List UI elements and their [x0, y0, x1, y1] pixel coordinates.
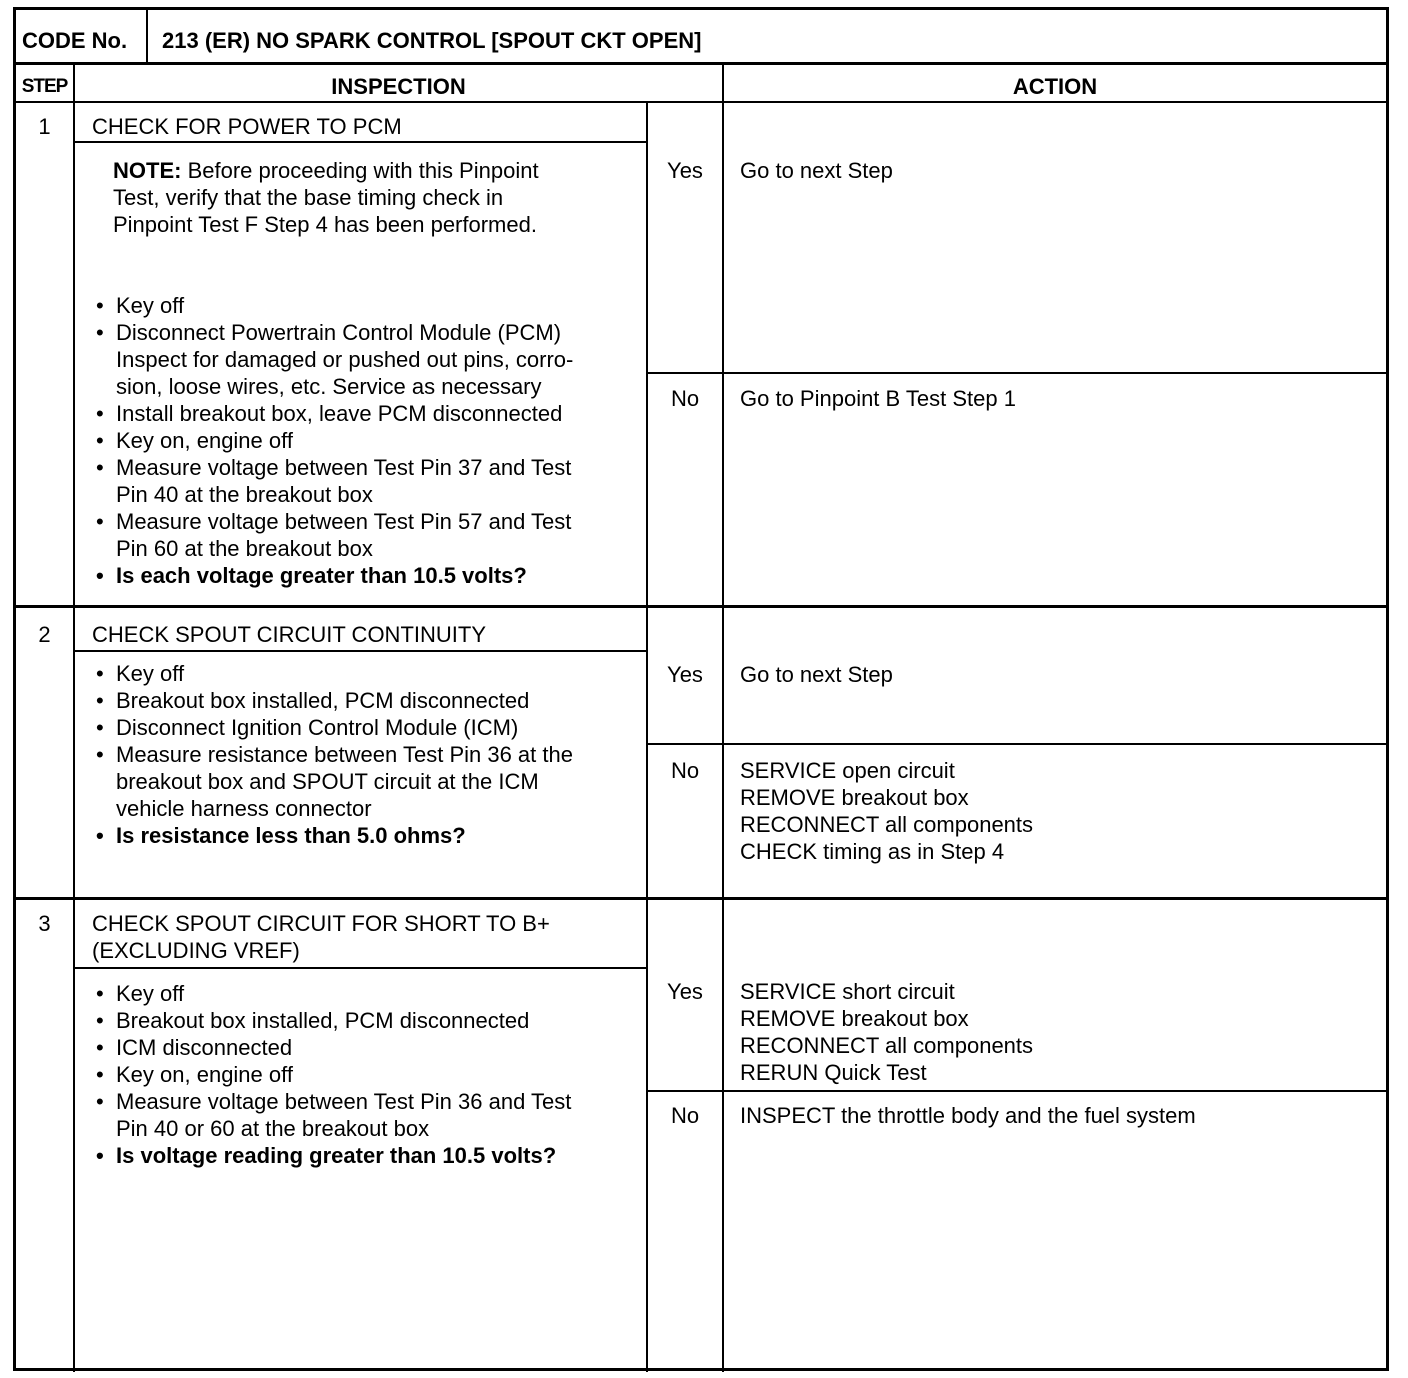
- inspection-column-header: INSPECTION: [331, 74, 466, 99]
- yes-action: SERVICE short circuit REMOVE breakout box RECONNECT all components RERUN Quick Test: [740, 979, 1034, 1085]
- step-number: 3: [38, 911, 51, 936]
- step-2-bottom-rule: [16, 897, 1386, 900]
- no-label: No: [670, 386, 700, 411]
- step-2-title-rule: [74, 650, 647, 652]
- list-item: • Install breakout box, leave PCM disconnected: [92, 400, 573, 427]
- list-item: • Disconnect Ignition Control Module (ICM): [92, 714, 573, 741]
- list-item: • Measure voltage between Test Pin 36 and Test Pin 40 or 60 at the breakout box: [92, 1088, 571, 1142]
- step-1-bottom-rule: [16, 605, 1386, 608]
- code-title: 213 (ER) NO SPARK CONTROL [SPOUT CKT OPEN]: [162, 28, 702, 53]
- column-header-rule: [16, 101, 1386, 103]
- no-label: No: [670, 1103, 700, 1128]
- step-number: 2: [38, 622, 51, 647]
- no-action: INSPECT the throttle body and the fuel system: [740, 1103, 1196, 1128]
- list-item-question: • Is voltage reading greater than 10.5 volts?: [92, 1142, 571, 1169]
- step-2-yes-no-rule: [647, 743, 1386, 745]
- list-item: • Key on, engine off: [92, 427, 573, 454]
- no-action: Go to Pinpoint B Test Step 1: [740, 386, 1016, 411]
- diagnostic-table: [13, 7, 1389, 1371]
- step-3-title-rule: [74, 967, 647, 969]
- code-label: CODE No.: [22, 28, 128, 53]
- no-action: SERVICE open circuit REMOVE breakout box RECONNECT all components CHECK timing as in Step 4: [740, 758, 1034, 864]
- code-divider: [146, 10, 148, 64]
- list-item: • Measure voltage between Test Pin 57 and Test Pin 60 at the breakout box: [92, 508, 573, 562]
- step-column-header: STEP: [21, 76, 68, 97]
- step-title: CHECK FOR POWER TO PCM: [92, 114, 402, 139]
- note-text: Before proceeding with this Pinpoint Test, verify that the base timing check in Pinpoint Test F Step 4 has been performed.: [113, 158, 539, 237]
- step-title: CHECK SPOUT CIRCUIT CONTINUITY: [92, 622, 486, 647]
- list-item-question: • Is resistance less than 5.0 ohms?: [92, 822, 573, 849]
- yes-action: Go to next Step: [740, 158, 893, 183]
- list-item: • Key off: [92, 660, 573, 687]
- action-column-header: ACTION: [1012, 74, 1098, 99]
- list-item: • Breakout box installed, PCM disconnected: [92, 687, 573, 714]
- step-3-checklist: [92, 980, 571, 1169]
- list-item: • Key off: [92, 980, 571, 1007]
- step-note: [113, 157, 539, 238]
- no-label: No: [670, 758, 700, 783]
- yes-action: Go to next Step: [740, 662, 893, 687]
- answer-column-line: [646, 103, 648, 1372]
- step-number: 1: [38, 114, 51, 139]
- list-item: • Measure resistance between Test Pin 36 at the breakout box and SPOUT circuit at the ICM vehicle harness connector: [92, 741, 573, 822]
- yes-label: Yes: [667, 662, 703, 687]
- step-column-line: [73, 64, 75, 1372]
- step-1-title-rule: [74, 141, 647, 143]
- list-item-question: • Is each voltage greater than 10.5 volts?: [92, 562, 573, 589]
- header-rule: [16, 62, 1386, 65]
- note-label: NOTE:: [113, 158, 182, 183]
- list-item: • Disconnect Powertrain Control Module (PCM) Inspect for damaged or pushed out pins, corro- sion, loose wires, etc. Service as necessary: [92, 319, 573, 400]
- yes-label: Yes: [667, 158, 703, 183]
- list-item: • Key off: [92, 292, 573, 319]
- list-item: • Breakout box installed, PCM disconnected: [92, 1007, 571, 1034]
- list-item: • Key on, engine off: [92, 1061, 571, 1088]
- list-item: • ICM disconnected: [92, 1034, 571, 1061]
- yes-label: Yes: [667, 979, 703, 1004]
- step-3-yes-no-rule: [647, 1090, 1386, 1092]
- list-item: • Measure voltage between Test Pin 37 and Test Pin 40 at the breakout box: [92, 454, 573, 508]
- step-2-checklist: [92, 660, 573, 849]
- action-column-line: [722, 64, 724, 1372]
- step-title: CHECK SPOUT CIRCUIT FOR SHORT TO B+ (EXCLUDING VREF): [92, 911, 550, 963]
- step-1-checklist: [92, 292, 573, 589]
- step-1-yes-no-rule: [647, 372, 1386, 374]
